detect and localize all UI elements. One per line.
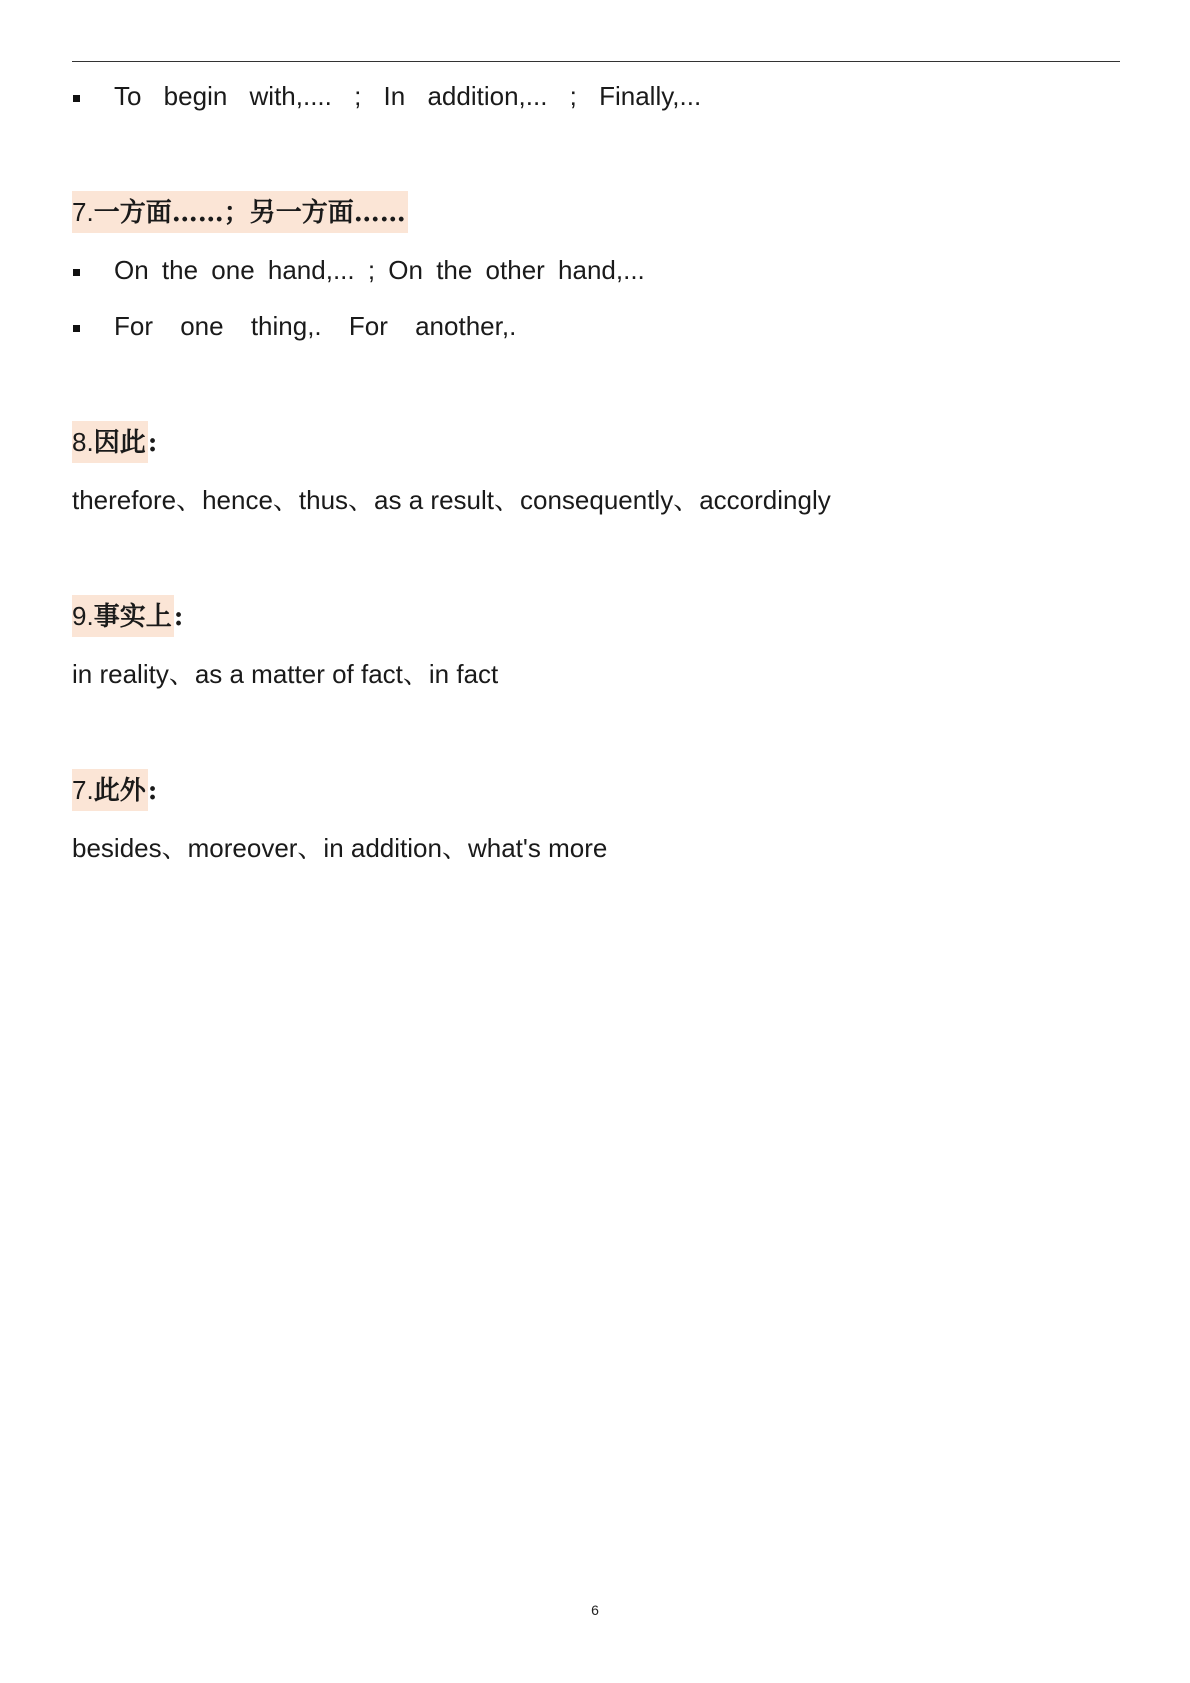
heading-number: 7.: [72, 775, 94, 805]
section-heading: [72, 594, 1120, 638]
page-content: [72, 76, 1120, 868]
square-bullet-icon: [73, 269, 80, 276]
list-item: [72, 306, 1120, 346]
heading-number: 7.: [72, 197, 94, 227]
section-one-hand-other-hand: [72, 190, 1120, 346]
list-item-text: On the one hand,... ; On the other hand,...: [114, 255, 645, 285]
heading-text: 因此: [93, 428, 146, 458]
heading-text: 此外: [93, 776, 146, 806]
list-item-text: For one thing,. For another,.: [114, 311, 517, 341]
section-besides: [72, 768, 1120, 868]
heading-text: 一方面……；另一方面……: [93, 198, 406, 228]
heading-highlight: [72, 421, 148, 463]
section-heading: [72, 190, 1120, 234]
section-body-text: besides、moreover、in addition、what's more: [72, 833, 608, 863]
list-item-text: To begin with,.... ; In addition,... ; Finally,...: [114, 81, 702, 111]
heading-text: 事实上: [93, 602, 172, 632]
section-heading: [72, 420, 1120, 464]
section-body-text: therefore、hence、thus、as a result、consequently、accordingly: [72, 485, 831, 515]
heading-colon: :: [147, 776, 158, 806]
heading-number: 9.: [72, 601, 94, 631]
heading-colon: :: [173, 602, 184, 632]
section-heading: [72, 768, 1120, 812]
list-item: [72, 250, 1120, 290]
heading-highlight: [72, 595, 174, 637]
section-in-fact: [72, 594, 1120, 694]
header-rule: [72, 61, 1120, 62]
heading-highlight: [72, 769, 148, 811]
heading-colon: :: [147, 428, 158, 458]
heading-number: 8.: [72, 427, 94, 457]
section-therefore: [72, 420, 1120, 520]
list-item: [72, 76, 1120, 116]
page-number: 6: [591, 1602, 599, 1618]
square-bullet-icon: [73, 325, 80, 332]
square-bullet-icon: [73, 95, 80, 102]
heading-highlight: [72, 191, 408, 233]
section-body-text: in reality、as a matter of fact、in fact: [72, 659, 499, 689]
